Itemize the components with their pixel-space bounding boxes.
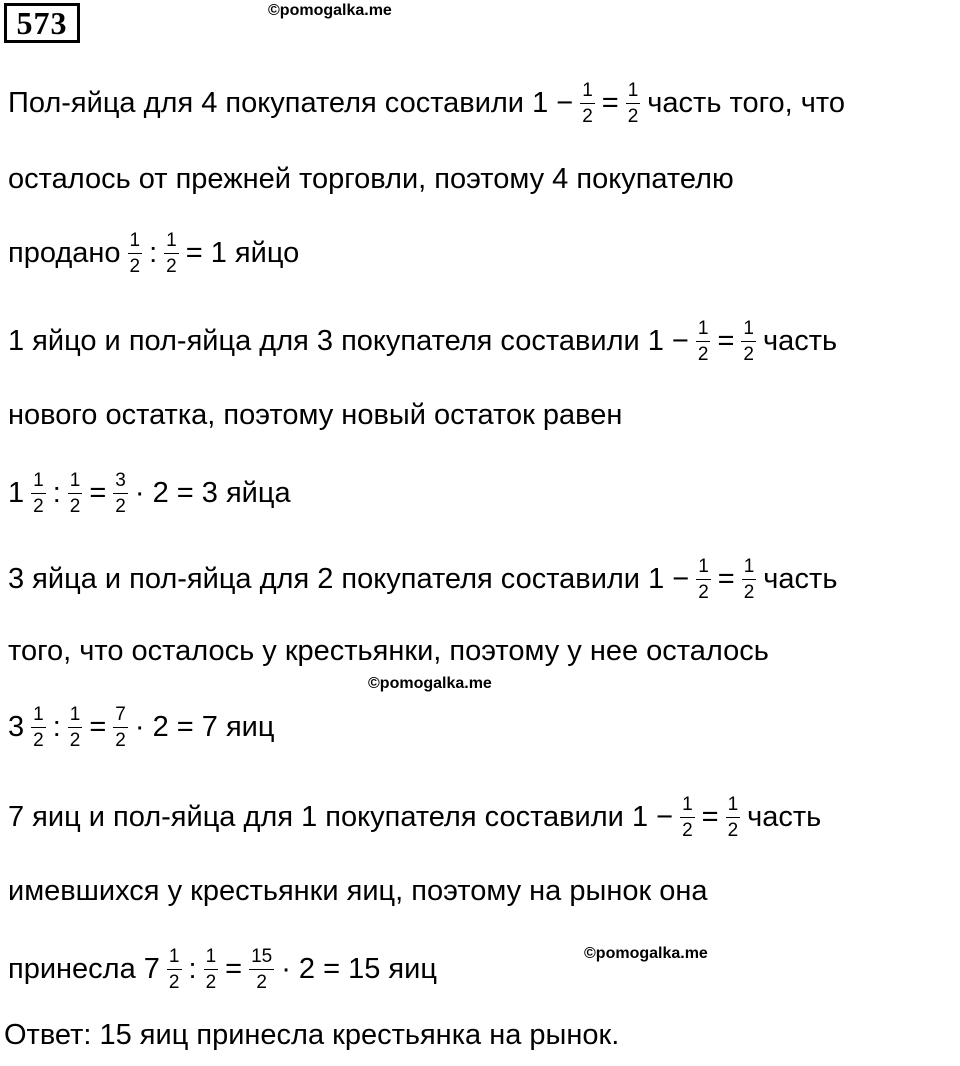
solution-line-8 bbox=[4, 620, 773, 682]
fraction: $\frac{1}{2}$ bbox=[727, 793, 739, 841]
text: = bbox=[717, 562, 735, 595]
text: : bbox=[52, 710, 61, 743]
text: : bbox=[149, 236, 158, 269]
fraction: $\frac{15}{2}$ bbox=[251, 945, 273, 993]
problem-number: 573 bbox=[16, 4, 68, 41]
text: часть bbox=[747, 800, 822, 833]
solution-line-7 bbox=[4, 548, 841, 610]
text: = bbox=[601, 86, 619, 119]
text: 1 яйцо и пол-яйца для 3 покупателя составили 1 − bbox=[8, 324, 689, 357]
solution-line-10 bbox=[4, 786, 825, 848]
text: Пол-яйца для 4 покупателя составили 1 − bbox=[8, 86, 574, 119]
fraction: $\frac{1}{2}$ bbox=[168, 945, 180, 993]
text: имевшихся у крестьянки яиц, поэтому на рынок она bbox=[8, 874, 708, 907]
answer-text: Ответ: 15 яиц принесла крестьянка на рынок. bbox=[4, 1018, 620, 1051]
fraction: $\frac{1}{2}$ bbox=[743, 317, 754, 365]
solution-line-6 bbox=[4, 462, 295, 524]
solution-line-1 bbox=[4, 72, 849, 134]
solution-line-3 bbox=[4, 222, 303, 284]
fraction: $\frac{1}{2}$ bbox=[697, 317, 709, 365]
text: часть bbox=[762, 324, 838, 357]
fraction: $\frac{1}{2}$ bbox=[205, 945, 217, 993]
text: : bbox=[188, 952, 197, 985]
fraction: $\frac{1}{2}$ bbox=[582, 79, 593, 127]
fraction: $\frac{1}{2}$ bbox=[627, 79, 639, 127]
text: часть bbox=[763, 562, 838, 595]
text: часть того, что bbox=[647, 86, 845, 119]
text: принесла 7 bbox=[8, 952, 160, 985]
text: нового остатка, поэтому новый остаток равен bbox=[8, 398, 623, 431]
text: = bbox=[89, 710, 107, 743]
text: = bbox=[701, 800, 719, 833]
text: 1 bbox=[8, 476, 25, 509]
answer-line bbox=[4, 1004, 619, 1066]
text: · 2 = 7 яиц bbox=[134, 710, 275, 743]
text: · 2 = 15 яиц bbox=[281, 952, 437, 985]
text: того, что осталось у крестьянки, поэтому у нее осталось bbox=[8, 634, 769, 667]
fraction: $\frac{7}{2}$ bbox=[115, 703, 126, 751]
problem-number-box bbox=[4, 3, 80, 43]
text: · 2 = 3 яйца bbox=[134, 476, 291, 509]
fraction: $\frac{1}{2}$ bbox=[682, 793, 693, 841]
solution-line-9 bbox=[4, 696, 278, 758]
fraction: $\frac{1}{2}$ bbox=[33, 703, 44, 751]
watermark: ©pomogalka.me bbox=[268, 2, 392, 19]
text: продано bbox=[8, 236, 121, 269]
fraction: $\frac{3}{2}$ bbox=[115, 469, 126, 517]
text: = 1 яйцо bbox=[185, 236, 300, 269]
solution-line-5 bbox=[4, 384, 626, 446]
text: = bbox=[717, 324, 735, 357]
text: = bbox=[225, 952, 243, 985]
solution-line-12 bbox=[4, 938, 441, 1000]
fraction: $\frac{1}{2}$ bbox=[33, 469, 44, 517]
text: 3 bbox=[8, 710, 25, 743]
text: 7 яиц и пол-яйца для 1 покупателя составили 1 − bbox=[8, 800, 674, 833]
fraction: $\frac{1}{2}$ bbox=[69, 469, 81, 517]
solution-line-11 bbox=[4, 860, 711, 922]
fraction: $\frac{1}{2}$ bbox=[743, 555, 755, 603]
fraction: $\frac{1}{2}$ bbox=[166, 229, 177, 277]
watermark: ©pomogalka.me bbox=[368, 675, 492, 692]
watermark: ©pomogalka.me bbox=[584, 945, 708, 962]
solution-line-4 bbox=[4, 310, 841, 372]
fraction: $\frac{1}{2}$ bbox=[698, 555, 709, 603]
fraction: $\frac{1}{2}$ bbox=[69, 703, 81, 751]
text: = bbox=[89, 476, 107, 509]
solution-line-2 bbox=[4, 148, 738, 210]
fraction: $\frac{1}{2}$ bbox=[129, 229, 141, 277]
text: : bbox=[52, 476, 61, 509]
text: 3 яйца и пол-яйца для 2 покупателя составили 1 − bbox=[8, 562, 690, 595]
text: осталось от прежней торговли, поэтому 4 покупателю bbox=[8, 162, 734, 195]
